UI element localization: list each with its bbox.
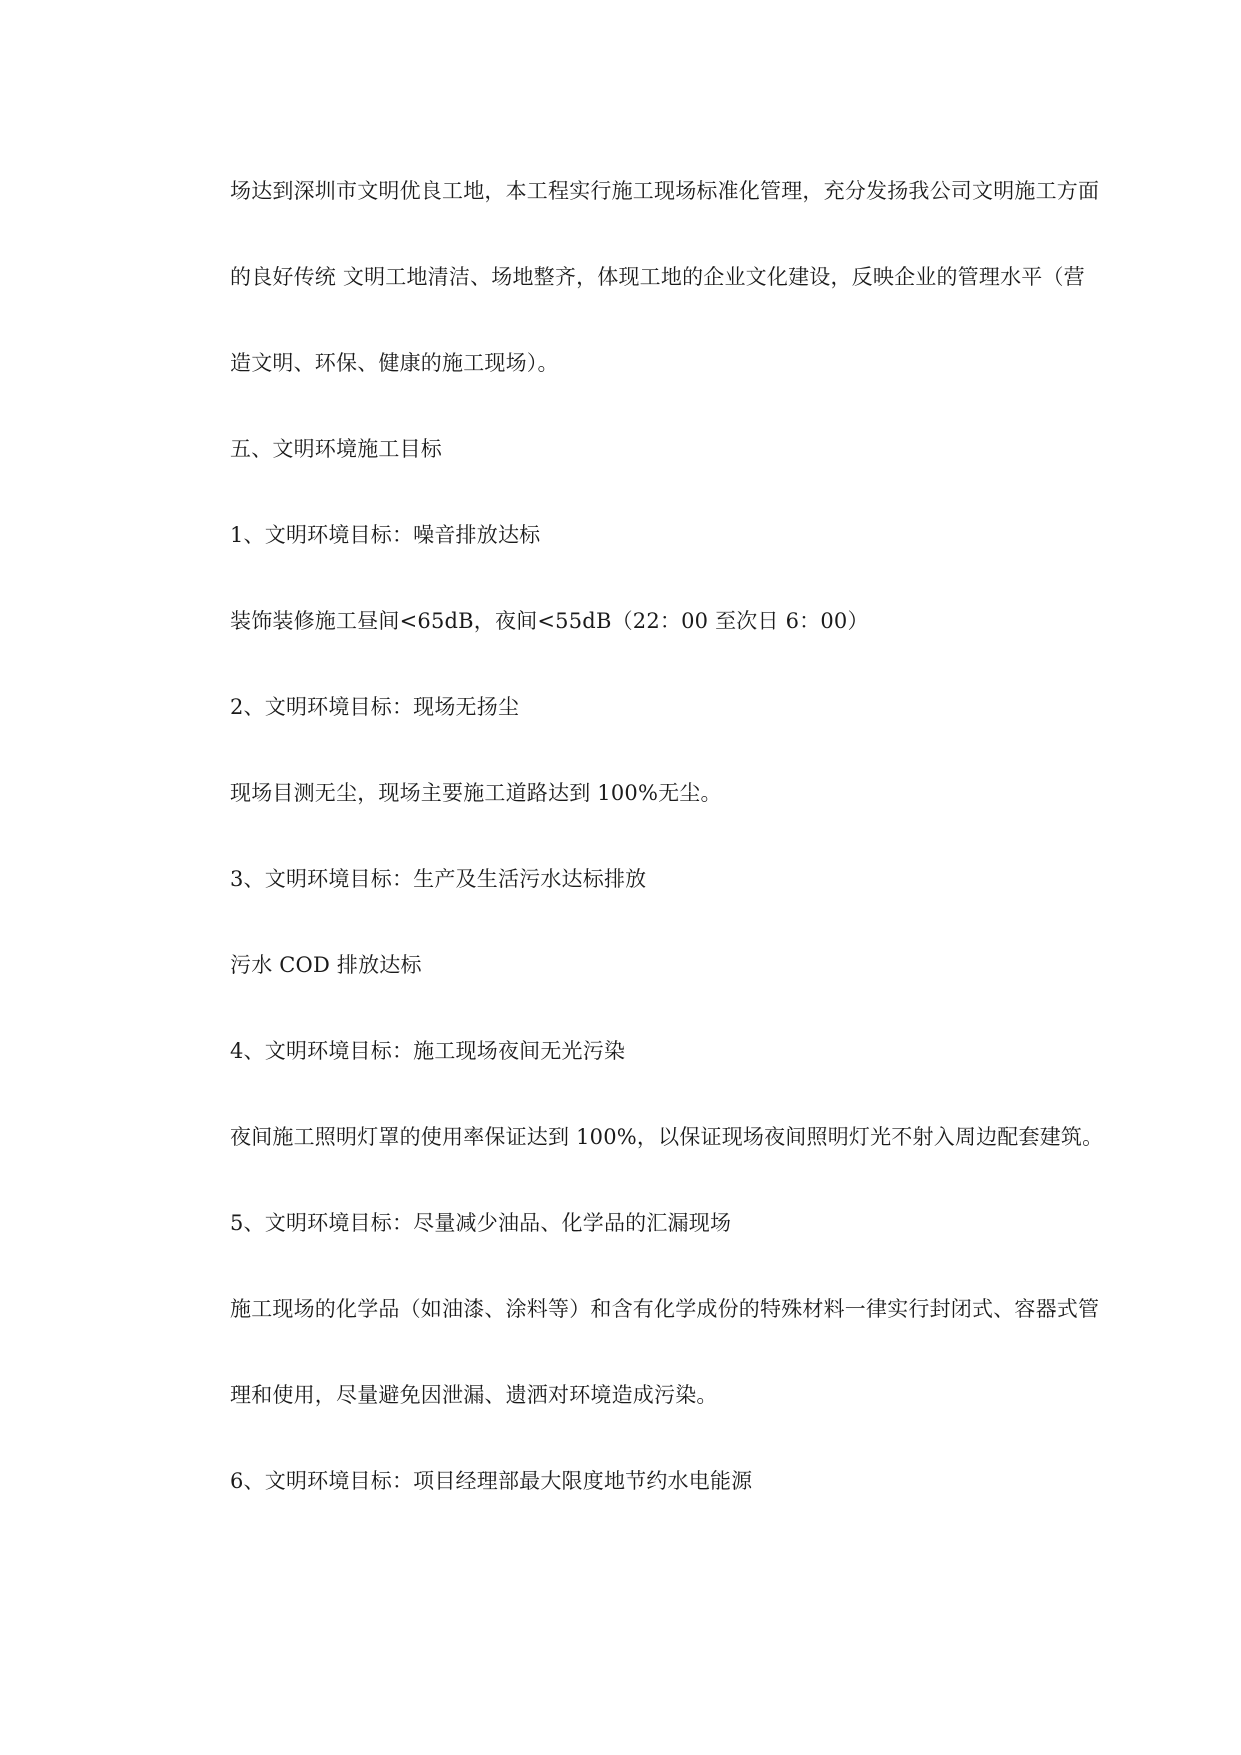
section-heading: 五、文明环境施工目标 (230, 437, 442, 461)
paragraph-line-3: 造文明、环保、健康的施工现场）。 (230, 351, 559, 375)
goal-heading-6: 6、文明环境目标：项目经理部最大限度地节约水电能源 (230, 1469, 753, 1493)
goal-text-2: 现场目测无尘，现场主要施工道路达到 100%无尘。 (230, 781, 722, 805)
goal-text-4: 夜间施工照明灯罩的使用率保证达到 100%，以保证现场夜间照明灯光不射入周边配套建筑。 (230, 1125, 1104, 1149)
goal-heading-4: 4、文明环境目标：施工现场夜间无光污染 (230, 1039, 626, 1063)
goal-heading-5: 5、文明环境目标：尽量减少油品、化学品的汇漏现场 (230, 1211, 732, 1235)
goal-text-3: 污水 COD 排放达标 (230, 953, 422, 977)
goal-text-5-line-2: 理和使用，尽量避免因泄漏、遗洒对环境造成污染。 (230, 1383, 718, 1407)
paragraph-line-2: 的良好传统 文明工地清洁、场地整齐，体现工地的企业文化建设，反映企业的管理水平（营 (230, 265, 1085, 289)
goal-heading-1: 1、文明环境目标：噪音排放达标 (230, 523, 541, 547)
goal-heading-2: 2、文明环境目标：现场无扬尘 (230, 695, 520, 719)
goal-heading-3: 3、文明环境目标：生产及生活污水达标排放 (230, 867, 647, 891)
paragraph-line-1: 场达到深圳市文明优良工地，本工程实行施工现场标准化管理，充分发扬我公司文明施工方面 (230, 179, 1100, 203)
goal-text-5-line-1: 施工现场的化学品（如油漆、涂料等）和含有化学成份的特殊材料一律实行封闭式、容器式管 (230, 1297, 1100, 1321)
goal-text-1: 装饰装修施工昼间<65dB，夜间<55dB（22：00 至次日 6：00） (230, 609, 869, 633)
